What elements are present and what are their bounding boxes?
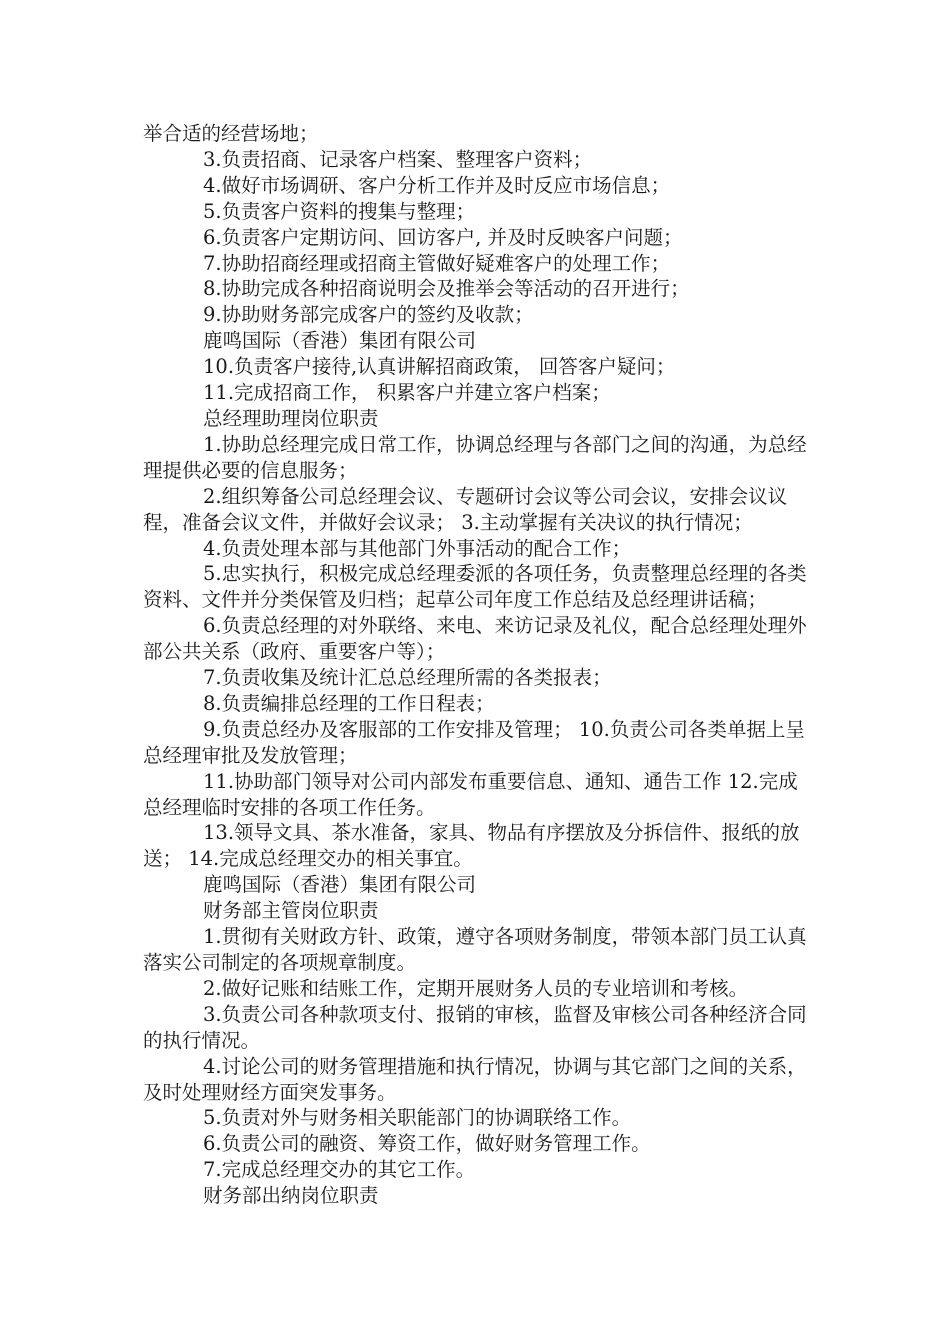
paragraph: 4.讨论公司的财务管理措施和执行情况，协调与其它部门之间的关系，及时处理财经方面突发事务。: [143, 1054, 807, 1104]
section-heading: 总经理助理岗位职责: [203, 406, 379, 430]
paragraph: 举合适的经营场地；: [143, 122, 319, 145]
paragraph: 1.贯彻有关财政方针、政策，遵守各项财务制度，带领本部门员工认真落实公司制定的各项规章制度。: [143, 925, 807, 974]
paragraph: 2.组织筹备公司总经理会议、专题研讨会议等公司会议，安排会议议程，准备会议文件，并做好会议录； 3.主动掌握有关决议的执行情况；: [143, 484, 788, 534]
paragraph: 11.协助部门领导对公司内部发布重要信息、通知、通告工作 12.完成总经理临时安排的各项工作任务。: [143, 769, 798, 819]
paragraph: 1.协助总经理完成日常工作，协调总经理与各部门之间的沟通，为总经理提供必要的信息服务；: [143, 432, 807, 482]
paragraph: 4.做好市场调研、客户分析工作并及时反应市场信息；: [203, 173, 671, 197]
paragraph: 10.负责客户接待,认真讲解招商政策， 回答客户疑问；: [203, 355, 676, 379]
paragraph: 5.负责客户资料的搜集与整理；: [203, 199, 476, 223]
paragraph: 7.负责收集及统计汇总总经理所需的各类报表；: [203, 666, 612, 690]
paragraph: 3.负责招商、记录客户档案、整理客户资料；: [203, 147, 593, 171]
section-heading: 财务部主管岗位职责: [203, 899, 379, 923]
paragraph: 2.做好记账和结账工作，定期开展财务人员的专业培训和考核。: [203, 976, 749, 1000]
paragraph: 6.负责公司的融资、筹资工作，做好财务管理工作。: [203, 1132, 651, 1156]
paragraph: 4.负责处理本部与其他部门外事活动的配合工作；: [203, 536, 632, 560]
paragraph: 13.领导文具、茶水准备，家具、物品有序摆放及分拆信件、报纸的放送； 14.完成总经理交办的相关事宜。: [143, 821, 800, 871]
paragraph: 7.完成总经理交办的其它工作。: [203, 1158, 476, 1182]
company-name: 鹿鸣国际（香港）集团有限公司: [203, 873, 477, 897]
paragraph: 8.负责编排总经理的工作日程表；: [203, 691, 495, 715]
paragraph: 11.完成招商工作， 积累客户并建立客户档案；: [203, 381, 611, 405]
paragraph: 6.负责总经理的对外联络、来电、来访记录及礼仪，配合总经理处理外部公共关系（政府、重要客户等）；: [143, 614, 807, 664]
paragraph: 5.忠实执行，积极完成总经理委派的各项任务，负责整理总经理的各类资料、文件并分类保管及归档；起草公司年度工作总结及总经理讲话稿；: [143, 562, 807, 612]
paragraph: 3.负责公司各种款项支付、报销的审核，监督及审核公司各种经济合同的执行情况。: [143, 1002, 807, 1052]
paragraph: 7.协助招商经理或招商主管做好疑难客户的处理工作；: [203, 251, 671, 275]
company-name: 鹿鸣国际（香港）集团有限公司: [203, 329, 477, 353]
paragraph: 9.负责总经办及客服部的工作安排及管理； 10.负责公司各类单据上呈总经理审批及发放管理；: [143, 717, 805, 767]
document-body: [143, 121, 815, 1209]
paragraph: 9.协助财务部完成客户的签约及收款；: [203, 303, 534, 327]
paragraph: 6.负责客户定期访问、回访客户, 并及时反映客户问题；: [203, 225, 683, 249]
paragraph: 8.协助完成各种招商说明会及推举会等活动的召开进行；: [203, 277, 690, 301]
section-heading: 财务部出纳岗位职责: [203, 1184, 379, 1208]
paragraph: 5.负责对外与财务相关职能部门的协调联络工作。: [203, 1106, 632, 1130]
